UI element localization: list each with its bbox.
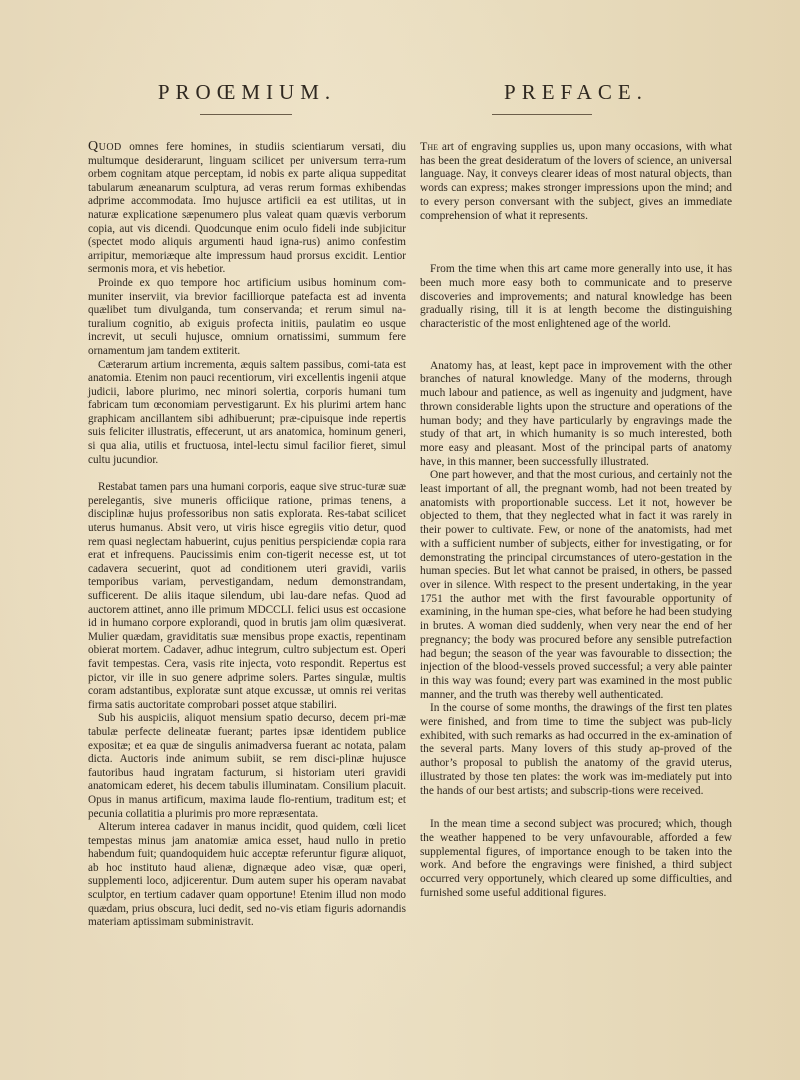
english-paragraph-body: art of engraving supplies us, upon many occasions, with what has been the great desideratum of the lovers of science, an universal language. Nay, it conveys clearer ideas of most natural objects, than words can express; makes stronger impressions upon the mind; and to every person conversant with the subject, gives an immediate comprehension of what it represents.: [420, 141, 732, 222]
english-paragraph-2: From the time when this art came more generally into use, it has been much more easy both to communicate and to preserve discoveries and improvements; and natural knowledge has been gradually rising, till it is at length become the distinguishing characteristic of the most enlightened age of the world.: [420, 263, 732, 331]
english-paragraph-5: In the course of some months, the drawings of the first ten plates were finished, and from time to time the subject was pub-licly exhibited, with such remarks as had occurred in the ex-amination of the several parts. Many lovers of this study ap-proved of the author’s proposal to publish the anatomy of the gravid uterus, illustrated by those ten plates: the work was im-mediately put into the hands of our best artists; and subscrip-tions were received.: [420, 702, 732, 797]
latin-column: [88, 0, 406, 1080]
english-paragraph-4: One part however, and that the most curious, and certainly not the least important of all, the pregnant womb, had not been treated by anatomists with proportionable success. Let it not, however be objected to them, that they neglected what in fact it was rarely in their power to cultivate. Few, or none of the anatomists, had met with a sufficient number of subjects, either for investigating, or for demonstrating the principal circumstances of utero-gestation in the human species. But let what cannot be praised, in others, be passed over in silence. With respect to the present undertaking, in the year 1751 the author met with the first favourable opportunity of examining, in the human spe-cies, what before he had been studying in brutes. A woman died suddenly, when very near the end of her pregnancy; the body was procured before any sensible putrefaction had begun; the season of the year was favourable to dissection; the injection of the blood-vessels proved successful; a very able painter in this way was found; every part was examined in the most public manner, and the truth was thereby well authenticated.: [420, 469, 732, 701]
english-paragraph-lead: The: [420, 139, 438, 153]
latin-paragraph-6: Alterum interea cadaver in manus incidit, quod quidem, cœli licet tempestas minus jam anatomiæ amica esset, haud nullo in pretio habendum fuit; quandoquidem huic acceptæ referuntur figuræ aliquot, ab hoc instituto haud alienæ, dignæque adeo visæ, quæ operi, supplementi loco, adjicerentur. Dum autem super his operam navabat sculptor, en tertium cadaver quam opportune! Etenim illud non modo quædam, prius obscura, luci dedit, sed no-vis etiam figuris adornandis materiam aptissimam subministravit.: [88, 821, 406, 929]
latin-heading: PROŒMIUM.: [157, 80, 337, 104]
latin-paragraph-3: Cæterarum artium incrementa, æquis saltem passibus, comi-tata est anatomia. Etenim non pauci recentiorum, viri excellentis ingenii atque judicii, labore plurimo, nec minori solertia, corporis humani tum fabricam tum œconomiam pervestigarunt. Ex his plurimi artem hanc graphicam ancillantem sibi adhibuerunt; præ-cipuisque inde repertis suis feliciter illustratis, effecerunt, ut ars anatomica, hominum generi, si qua alia, utilis et fructuosa, intel-lectu simul facilior fieret, simul cultu jucundior.: [88, 358, 406, 466]
english-heading: PREFACE.: [504, 80, 648, 104]
latin-paragraph-2: Proinde ex quo tempore hoc artificium usibus hominum com-muniter inserviit, via brevior facilliorque patefacta est ad inventa quælibet tum divulganda, tum conservanda; et rerum simul na-turalium cognitio, ab exiguis profecta initiis, paulatim eo usque increvit, ut seculi hujusce, omnium ornatissimi, summum fere ornamentum jam tandem extiterit.: [88, 276, 406, 357]
latin-paragraph-1: [88, 140, 406, 277]
english-paragraph-3: Anatomy has, at least, kept pace in improvement with the other branches of natural knowledge. Many of the moderns, through much labour and patience, as well as ingenuity and judgment, have thrown considerable lights upon the structure and operations of the human body; and they have particularly by engravings made the study of that art, in which humanity is so much interested, both more easy and pleasant. Most of the principal parts of anatomy have, in this manner, been successfully illustrated.: [420, 359, 732, 468]
english-paragraph-6: In the mean time a second subject was procured; which, though the weather happened to be very unfavourable, afforded a few supplemental figures, of importance enough to be taken into the work. And before the engravings were finished, a third subject occurred very opportunely, which cleared up some difficulties, and furnished some useful additional figures.: [420, 818, 732, 899]
english-heading-rule: [492, 114, 592, 115]
latin-paragraph-lead: Quod: [88, 139, 122, 154]
latin-paragraph-body: omnes fere homines, in studiis scientiarum versati, diu multumque desiderarunt, linguam scilicet per universum terra-rum orbem cognitam atque perceptam, id nobis ex parte aliqua suppeditat tabularum æneanarum sculptura, ad veras rerum formas exhibendas adprime accommodata. Imo hujusce artificii ea est utilitas, ut in naturæ explicatione sæpenumero plus valeat quam quævis verborum copia, aut vis dicendi. Quodcunque enim oculo fideli inde subjicitur (spectet modo aliquis argumenti haud igna-rus) animo confestim arripitur, memoriæque alte impressum haud prorsus excidit. Lentior sermonis mora, et vis hebetior.: [88, 141, 406, 276]
latin-text: [88, 140, 406, 930]
english-text: [420, 140, 732, 900]
latin-paragraph-4: Restabat tamen pars una humani corporis, eaque sive struc-turæ suæ perelegantis, sive muneris officiique ratione, primas tenens, a disciplinæ hujus professoribus non satis explorata. Res-tabat scilicet uterus humanus. Absit vero, ut viris hisce egregiis vitio detur, quod rem quasi neglectam habuerint, cujus penitius perspiciendæ copia rara erat et infrequens. Paucissimis enim con-tigerit necesse est, ut tot cadavera secuerint, quot ad conditionem uteri gravidi, variis temporibus variam, pervestigandam, nedum demonstrandam, sufficerent. De aliis itaque silendum, ubi lau-dare nefas. Quod ad auctorem attinet, anno ille primum MDCCLI. felici usus est occasione id in humano corpore explorandi, quod in brutis jam olim quæsiverat. Mulier quædam, graviditatis suæ mensibus prope exactis, repentinam obierat mortem. Cadaver, adhuc integrum, cultro subjectum est. Operi favit tempestas. Cera, vasis rite injecta, voto respondit. Repertus est pictor, vir ille in suo genere adprime solers. Partes singulæ, multis coram adstantibus, exploratæ sunt atque excussæ, ut omnis rei veritas firma satis auctoritate comprobari posset atque stabiliri.: [88, 481, 406, 711]
latin-paragraph-5: Sub his auspiciis, aliquot mensium spatio decurso, decem pri-mæ tabulæ perfecte delineatæ fuerant; partes ipsæ identidem publice expositæ; et ea quæ de singulis animadversa fuerant ac notata, palam dicta. Auctoris inde animum subiit, se rem disci-plinæ hujusce fautoribus haud ingratam facturum, si historiam uteri gravidi anatomicam ederet, his decem tabulis illuminatam. Consilium placuit. Opus in manus artificum, maxima laude flo-rentium, traditum est; et pecunia collatitia a plurimis pro more repræsentata.: [88, 712, 406, 820]
english-paragraph-1: [420, 140, 732, 223]
english-column: [420, 0, 732, 1080]
latin-heading-rule: [200, 114, 292, 115]
